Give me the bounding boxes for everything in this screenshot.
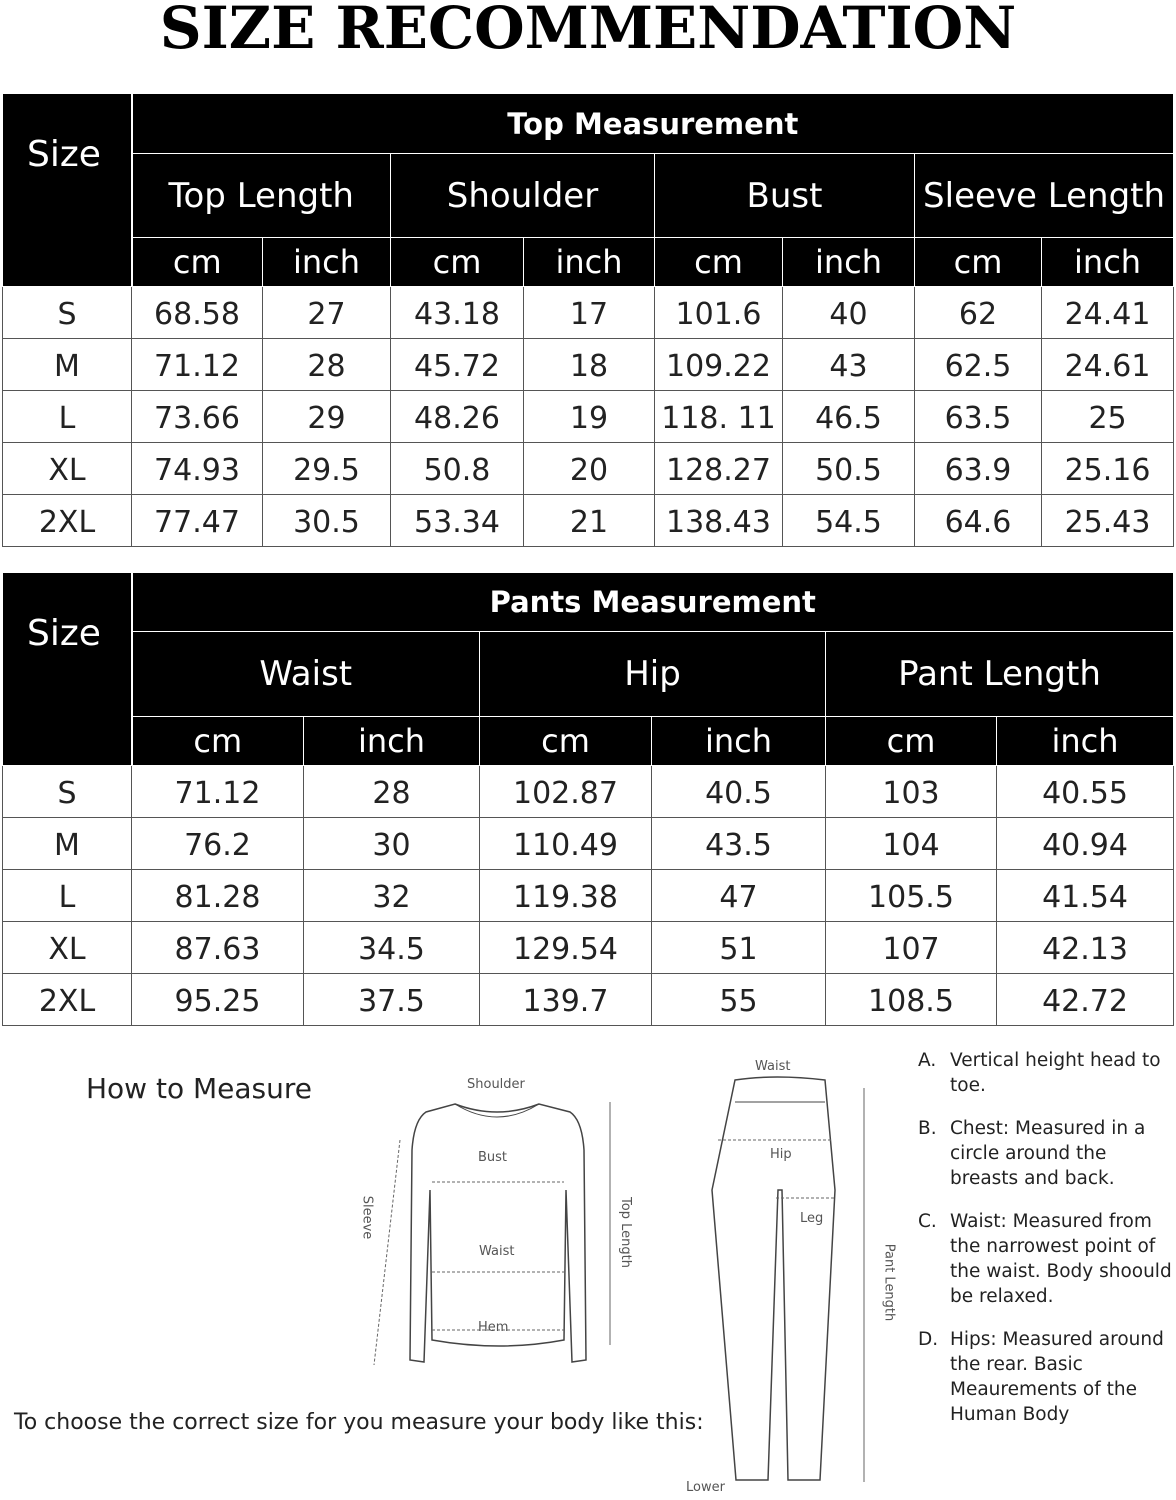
value-cell: 18 — [524, 339, 655, 391]
value-cell: 71.12 — [132, 339, 263, 391]
note-key: A. — [918, 1050, 937, 1071]
value-cell: 118. 11 — [655, 391, 783, 443]
size-cell: S — [3, 766, 132, 818]
unit-header: inch — [652, 717, 826, 766]
value-cell: 51 — [652, 922, 826, 974]
value-cell: 81.28 — [132, 870, 304, 922]
value-cell: 43.18 — [391, 287, 524, 339]
value-cell: 55 — [652, 974, 826, 1026]
size-cell: L — [3, 391, 132, 443]
table-row — [3, 870, 1174, 922]
value-cell: 42.72 — [997, 974, 1174, 1026]
shoulder-label: Shoulder — [467, 1077, 525, 1092]
value-cell: 28 — [263, 339, 391, 391]
size-cell: XL — [3, 443, 132, 495]
size-cell: M — [3, 339, 132, 391]
value-cell: 24.61 — [1042, 339, 1174, 391]
note-item — [918, 1209, 1176, 1309]
value-cell: 62 — [915, 287, 1042, 339]
value-cell: 110.49 — [480, 818, 652, 870]
value-cell: 77.47 — [132, 495, 263, 547]
value-cell: 139.7 — [480, 974, 652, 1026]
value-cell: 40 — [783, 287, 915, 339]
value-cell: 40.94 — [997, 818, 1174, 870]
value-cell: 47 — [652, 870, 826, 922]
leg-label: Leg — [800, 1211, 824, 1226]
value-cell: 102.87 — [480, 766, 652, 818]
value-cell: 73.66 — [132, 391, 263, 443]
unit-header: cm — [480, 717, 652, 766]
bust-label: Bust — [478, 1150, 508, 1165]
value-cell: 119.38 — [480, 870, 652, 922]
value-cell: 32 — [304, 870, 480, 922]
group-header: Hip — [480, 632, 826, 717]
top-measurement-heading: Top Measurement — [132, 94, 1174, 154]
value-cell: 20 — [524, 443, 655, 495]
group-header: Shoulder — [391, 154, 655, 238]
value-cell: 138.43 — [655, 495, 783, 547]
note-text: Waist: Measured from the narrowest point of the waist. Body shoould be relaxed. — [950, 1211, 1172, 1307]
value-cell: 25.16 — [1042, 443, 1174, 495]
hem-label: Hem — [478, 1320, 509, 1335]
value-cell: 101.6 — [655, 287, 783, 339]
unit-header: inch — [524, 238, 655, 287]
unit-header: inch — [997, 717, 1174, 766]
value-cell: 76.2 — [132, 818, 304, 870]
value-cell: 40.5 — [652, 766, 826, 818]
unit-header: inch — [304, 717, 480, 766]
value-cell: 129.54 — [480, 922, 652, 974]
size-cell: 2XL — [3, 974, 132, 1026]
value-cell: 64.6 — [915, 495, 1042, 547]
note-key: C. — [918, 1211, 937, 1232]
value-cell: 37.5 — [304, 974, 480, 1026]
table-row — [3, 339, 1174, 391]
value-cell: 53.34 — [391, 495, 524, 547]
table-row — [3, 818, 1174, 870]
unit-header: inch — [783, 238, 915, 287]
table-row — [3, 974, 1174, 1026]
value-cell: 29 — [263, 391, 391, 443]
pants-measurement-table — [2, 572, 1174, 1026]
group-header: Waist — [132, 632, 480, 717]
value-cell: 45.72 — [391, 339, 524, 391]
note-key: D. — [918, 1329, 939, 1350]
unit-header: cm — [391, 238, 524, 287]
table-row — [3, 922, 1174, 974]
note-text: Vertical height head to toe. — [950, 1050, 1161, 1096]
value-cell: 107 — [826, 922, 997, 974]
pants-diagram — [690, 1070, 890, 1500]
instruction-text: To choose the correct size for you measure your body like this: — [14, 1410, 704, 1435]
unit-header: cm — [915, 238, 1042, 287]
shirt-diagram — [360, 1090, 640, 1380]
unit-header: inch — [263, 238, 391, 287]
table-row — [3, 287, 1174, 339]
size-cell: XL — [3, 922, 132, 974]
value-cell: 27 — [263, 287, 391, 339]
top-measurement-table — [2, 93, 1174, 547]
value-cell: 28 — [304, 766, 480, 818]
top-length-label: Top Length — [617, 1197, 633, 1268]
value-cell: 63.5 — [915, 391, 1042, 443]
value-cell: 24.41 — [1042, 287, 1174, 339]
note-text: Chest: Measured in a circle around the breasts and back. — [950, 1118, 1146, 1189]
note-item — [918, 1327, 1176, 1427]
value-cell: 19 — [524, 391, 655, 443]
value-cell: 103 — [826, 766, 997, 818]
value-cell: 109.22 — [655, 339, 783, 391]
value-cell: 46.5 — [783, 391, 915, 443]
unit-header: cm — [826, 717, 997, 766]
value-cell: 50.8 — [391, 443, 524, 495]
how-to-measure-heading: How to Measure — [86, 1072, 312, 1105]
value-cell: 40.55 — [997, 766, 1174, 818]
value-cell: 29.5 — [263, 443, 391, 495]
value-cell: 62.5 — [915, 339, 1042, 391]
pants-measurement-heading: Pants Measurement — [132, 573, 1174, 632]
unit-header: cm — [132, 238, 263, 287]
size-header: Size — [3, 94, 132, 287]
value-cell: 71.12 — [132, 766, 304, 818]
note-item — [918, 1048, 1176, 1098]
sleeve-label: Sleeve — [359, 1195, 375, 1240]
value-cell: 48.26 — [391, 391, 524, 443]
unit-header: cm — [655, 238, 783, 287]
pant-length-label: Pant Length — [881, 1243, 897, 1322]
value-cell: 30 — [304, 818, 480, 870]
value-cell: 68.58 — [132, 287, 263, 339]
unit-header: inch — [1042, 238, 1174, 287]
value-cell: 95.25 — [132, 974, 304, 1026]
size-cell: 2XL — [3, 495, 132, 547]
table-row — [3, 391, 1174, 443]
note-item — [918, 1116, 1176, 1191]
value-cell: 25 — [1042, 391, 1174, 443]
value-cell: 108.5 — [826, 974, 997, 1026]
value-cell: 25.43 — [1042, 495, 1174, 547]
value-cell: 42.13 — [997, 922, 1174, 974]
value-cell: 74.93 — [132, 443, 263, 495]
value-cell: 43.5 — [652, 818, 826, 870]
value-cell: 21 — [524, 495, 655, 547]
value-cell: 104 — [826, 818, 997, 870]
value-cell: 105.5 — [826, 870, 997, 922]
group-header: Pant Length — [826, 632, 1174, 717]
measurement-notes — [918, 1048, 1176, 1445]
value-cell: 63.9 — [915, 443, 1042, 495]
value-cell: 87.63 — [132, 922, 304, 974]
value-cell: 43 — [783, 339, 915, 391]
table-row — [3, 495, 1174, 547]
unit-header: cm — [132, 717, 304, 766]
page-title: SIZE RECOMMENDATION — [159, 0, 1017, 62]
size-header: Size — [3, 573, 132, 766]
size-cell: S — [3, 287, 132, 339]
value-cell: 30.5 — [263, 495, 391, 547]
size-cell: M — [3, 818, 132, 870]
value-cell: 50.5 — [783, 443, 915, 495]
note-key: B. — [918, 1118, 937, 1139]
value-cell: 54.5 — [783, 495, 915, 547]
note-text: Hips: Measured around the rear. Basic Meaurements of the Human Body — [950, 1329, 1164, 1425]
size-cell: L — [3, 870, 132, 922]
value-cell: 17 — [524, 287, 655, 339]
waist-label: Waist — [479, 1244, 515, 1259]
hip-label: Hip — [770, 1147, 792, 1162]
lower-label: Lower — [686, 1480, 725, 1495]
group-header: Bust — [655, 154, 915, 238]
group-header: Top Length — [132, 154, 391, 238]
pants-waist-label: Waist — [755, 1059, 791, 1074]
group-header: Sleeve Length — [915, 154, 1174, 238]
table-row — [3, 443, 1174, 495]
table-row — [3, 766, 1174, 818]
value-cell: 128.27 — [655, 443, 783, 495]
value-cell: 34.5 — [304, 922, 480, 974]
value-cell: 41.54 — [997, 870, 1174, 922]
